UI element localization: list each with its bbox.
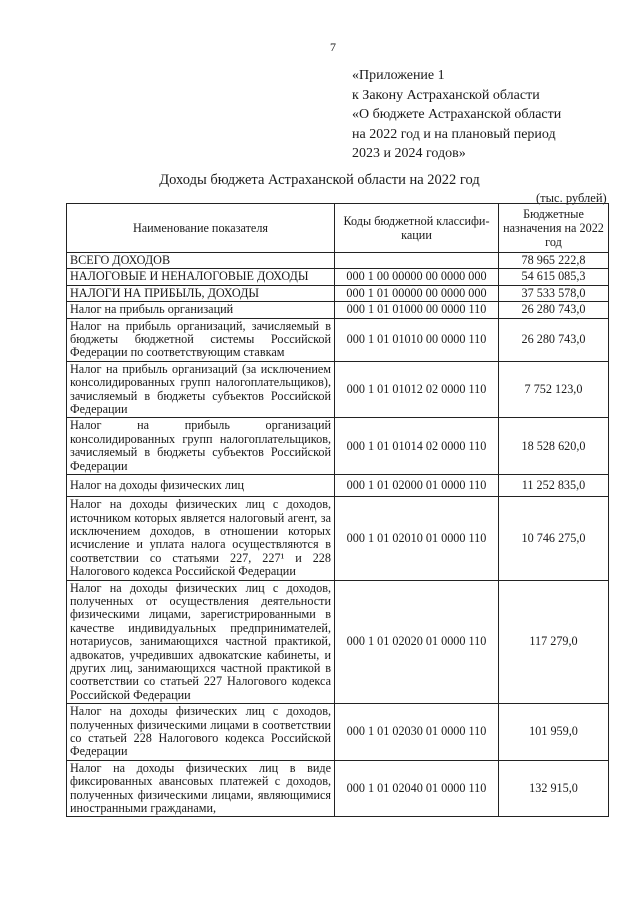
row-name: Налог на доходы физических лиц с доходов, полученных физическими лицами в соответствии со статьей 228 Налогового кодекса Российской Федерации [67,704,335,761]
row-amount: 117 279,0 [499,580,609,704]
row-code: 000 1 00 00000 00 0000 000 [335,269,499,285]
appendix-line: на 2022 год и на плановый период [352,126,556,142]
row-code [335,253,499,269]
row-code: 000 1 01 02030 01 0000 110 [335,704,499,761]
appendix-line: 2023 и 2024 годов» [352,146,466,161]
row-code: 000 1 01 02010 01 0000 110 [335,497,499,580]
table-row [67,253,609,269]
appendix-line: к Закону Астраханской области [352,87,540,103]
row-code: 000 1 01 02000 01 0000 110 [335,475,499,497]
row-code: 000 1 01 01000 00 0000 110 [335,302,499,318]
page-number: 7 [330,40,336,54]
row-name: Налог на доходы физических лиц [67,475,335,497]
row-amount: 18 528 620,0 [499,418,609,475]
row-code: 000 1 01 01010 00 0000 110 [335,318,499,361]
table-row [67,361,609,418]
table-row [67,418,609,475]
table-row [67,475,609,497]
table-header-row [67,204,609,253]
row-amount: 26 280 743,0 [499,302,609,318]
row-code: 000 1 01 02020 01 0000 110 [335,580,499,704]
row-code: 000 1 01 01012 02 0000 110 [335,361,499,418]
table-row [67,497,609,580]
table-row [67,285,609,301]
appendix-line: «Приложение 1 [352,68,445,83]
table-row [67,704,609,761]
row-name: Налог на прибыль организаций [67,302,335,318]
row-name: Налог на прибыль организаций (за исключением консолидированных групп налогоплательщиков), зачисляемый в бюджеты субъектов Российской Федерации [67,361,335,418]
row-amount: 26 280 743,0 [499,318,609,361]
row-amount: 10 746 275,0 [499,497,609,580]
row-name: Налог на прибыль организаций, зачисляемый в бюджеты бюджетной системы Российской Федерации по соответствующим ставкам [67,318,335,361]
document-title: Доходы бюджета Астраханской области на 2022 год [159,172,480,188]
appendix-header [352,66,561,164]
row-name: Налог на доходы физических лиц с доходов, полученных от осуществления деятельности физическими лицами, зарегистрированными в качестве индивидуальных предпринимателей, нотариусов, занимающихся частной практикой, адвокатов, учредивших адвокатские кабинеты, и других лиц, занимающихся частной практикой в соответствии со статьей 227 Налогового кодекса Российской Федерации [67,580,335,704]
row-name: Налог на доходы физических лиц в виде фиксированных авансовых платежей с доходов, полученных физическими лицами, являющимися иностранными гражданами, [67,760,335,817]
row-amount: 101 959,0 [499,704,609,761]
table-row [67,269,609,285]
row-amount: 7 752 123,0 [499,361,609,418]
row-name: Налог на прибыль организаций консолидированных групп налогоплательщиков, зачисляемый в бюджеты субъектов Российской Федерации [67,418,335,475]
header-amount: Бюджетные назначения на 2022 год [499,204,609,253]
row-amount: 11 252 835,0 [499,475,609,497]
appendix-line: «О бюджете Астраханской области [352,107,562,122]
row-code: 000 1 01 01014 02 0000 110 [335,418,499,475]
row-code: 000 1 01 00000 00 0000 000 [335,285,499,301]
row-name: НАЛОГОВЫЕ И НЕНАЛОГОВЫЕ ДОХОДЫ [67,269,335,285]
table-row [67,318,609,361]
row-name: ВСЕГО ДОХОДОВ [67,253,335,269]
revenue-table [66,203,609,817]
row-code: 000 1 01 02040 01 0000 110 [335,760,499,817]
row-name: НАЛОГИ НА ПРИБЫЛЬ, ДОХОДЫ [67,285,335,301]
row-amount: 78 965 222,8 [499,253,609,269]
header-name: Наименование показателя [67,204,335,253]
row-amount: 132 915,0 [499,760,609,817]
row-amount: 54 615 085,3 [499,269,609,285]
table-row [67,580,609,704]
header-code: Коды бюджетной классифи-кации [335,204,499,253]
table-row [67,760,609,817]
row-name: Налог на доходы физических лиц с доходов, источником которых является налоговый агент, за исключением доходов, в отношении которых исчисление и уплата налога осуществляются в соответствии со статьями 227, 227¹ и 228 Налогового кодекса Российской Федерации [67,497,335,580]
table-row [67,302,609,318]
row-amount: 37 533 578,0 [499,285,609,301]
units-label: (тыс. рублей) [536,191,607,205]
